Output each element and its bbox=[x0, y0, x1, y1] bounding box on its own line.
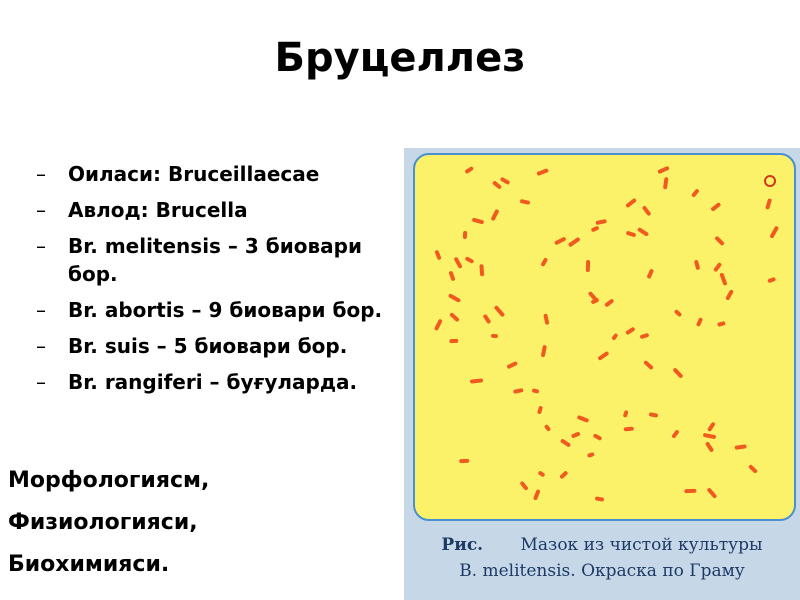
bullet-text: Авлод: Brucella bbox=[68, 198, 248, 222]
topic-biochemistry: Биохимияси. bbox=[8, 552, 170, 577]
bacterium-rod bbox=[748, 464, 758, 474]
bacterium-rod bbox=[691, 189, 700, 198]
bacterium-rod bbox=[765, 198, 772, 210]
bacterium-rod bbox=[706, 422, 715, 433]
bacterium-rod bbox=[492, 181, 502, 191]
bacterium-rod bbox=[448, 293, 461, 303]
bacterium-rod bbox=[657, 165, 670, 174]
bacterium-rod bbox=[646, 269, 654, 280]
bacterium-rod bbox=[705, 441, 714, 452]
bacterium-rod bbox=[537, 470, 545, 477]
bullet-text: Br. rangiferi – буғуларда. bbox=[68, 370, 358, 394]
bacterium-rod bbox=[769, 225, 779, 238]
bacterium-rod bbox=[597, 351, 609, 361]
bullet-item-abortis bbox=[36, 296, 396, 324]
bacterium-rod bbox=[586, 452, 594, 458]
gram-stain-smear-image bbox=[413, 153, 796, 521]
bacterium-rod bbox=[459, 458, 469, 463]
bacterium-rod bbox=[480, 264, 485, 276]
bacterium-rod bbox=[472, 218, 485, 225]
bacterium-rod bbox=[735, 444, 747, 450]
bacterium-rod bbox=[719, 272, 727, 285]
bacterium-rod bbox=[684, 489, 696, 493]
bacterium-rod bbox=[591, 226, 600, 233]
bacterium-rod bbox=[586, 260, 590, 272]
dash-marker: – bbox=[36, 298, 46, 322]
dash-marker: – bbox=[36, 198, 46, 222]
bullet-text: Br. suis – 5 биовари бор. bbox=[68, 334, 348, 358]
bullet-list bbox=[36, 160, 396, 404]
bacterium-rod bbox=[532, 388, 540, 394]
bacterium-rod bbox=[707, 488, 718, 499]
bullet-item-family bbox=[36, 160, 396, 188]
topic-physiology: Физиологияси, bbox=[8, 510, 198, 535]
bacterium-rod bbox=[449, 339, 458, 343]
caption-label: Рис. bbox=[441, 535, 484, 555]
bacterium-rod bbox=[622, 410, 628, 418]
bacterium-rod bbox=[663, 177, 669, 189]
bacterium-rod bbox=[624, 426, 634, 431]
bacterium-rod bbox=[491, 334, 498, 338]
bacterium-rod bbox=[596, 219, 607, 225]
bacterium-rod bbox=[434, 249, 441, 260]
bacterium-rod bbox=[672, 367, 683, 378]
bacterium-rod bbox=[540, 345, 546, 357]
bacterium-rod bbox=[642, 205, 652, 217]
bacterium-rod bbox=[470, 378, 483, 383]
bacterium-rod bbox=[725, 289, 734, 301]
bacterium-rod bbox=[710, 202, 721, 212]
bacterium-rod bbox=[463, 231, 467, 239]
topics-list bbox=[8, 460, 388, 586]
bacterium-rod bbox=[559, 470, 569, 479]
bacterium-rod bbox=[449, 271, 456, 282]
bacterium-rod bbox=[454, 257, 464, 270]
bacterium-rod bbox=[465, 166, 474, 174]
bacterium-rod bbox=[671, 430, 680, 440]
bacterium-rod bbox=[512, 388, 523, 394]
microscopy-figure bbox=[404, 148, 800, 600]
bacterium-rod bbox=[537, 405, 543, 414]
bacterium-rod bbox=[576, 414, 589, 422]
bacterium-rod bbox=[490, 209, 499, 221]
topic-morphology: Морфологиясм, bbox=[8, 468, 210, 493]
bacterium-rod bbox=[625, 198, 637, 209]
bullet-text: Оиласи: Bruceillaecae bbox=[68, 162, 320, 186]
bacterium-rod bbox=[543, 313, 549, 324]
dash-marker: – bbox=[36, 162, 46, 186]
dash-marker: – bbox=[36, 334, 46, 358]
bacterium-rod bbox=[465, 256, 475, 264]
bacterium-rod bbox=[520, 199, 531, 205]
bacterium-rod bbox=[717, 321, 726, 327]
bacterium-rod bbox=[604, 299, 615, 308]
bacterium-rod bbox=[537, 168, 549, 176]
slide-title: Бруцеллез bbox=[274, 35, 526, 81]
bacterium-rod bbox=[648, 412, 658, 418]
bacterium-rod bbox=[767, 277, 776, 283]
bacterium-rod bbox=[533, 489, 541, 501]
bacterium-rod bbox=[626, 230, 637, 237]
dash-marker: – bbox=[36, 234, 46, 258]
bacterium-rod bbox=[559, 438, 571, 447]
bacterium-rod bbox=[500, 177, 511, 186]
bullet-item-rangiferi bbox=[36, 368, 396, 396]
bacterium-rod bbox=[593, 433, 602, 441]
bacterium-rod bbox=[674, 309, 682, 317]
bacterium-rod bbox=[715, 236, 726, 247]
dash-marker: – bbox=[36, 370, 46, 394]
bacterium-rod bbox=[640, 333, 650, 339]
figure-caption bbox=[404, 532, 800, 584]
bacterium-rod bbox=[554, 236, 567, 245]
bacterium-rod bbox=[595, 496, 604, 501]
bacterium-rod bbox=[449, 312, 460, 322]
bacterium-rod bbox=[637, 227, 650, 237]
bullet-text: Br. abortis – 9 биовари бор. bbox=[68, 298, 383, 322]
bullet-text: Br. melitensis – 3 биовари бор. bbox=[68, 234, 362, 286]
caption-text: Мазок из чистой культуры bbox=[520, 535, 763, 555]
bacterium-rod bbox=[571, 431, 581, 438]
bacterium-rod bbox=[506, 361, 517, 369]
bacterium-rod bbox=[696, 317, 703, 327]
bacterium-rod bbox=[568, 236, 581, 247]
bacterium-rod bbox=[611, 333, 619, 341]
bacterium-rod bbox=[714, 262, 723, 272]
bacterium-rod bbox=[433, 319, 442, 332]
bacterium-rod bbox=[624, 326, 635, 335]
bacterium-rod bbox=[541, 257, 549, 267]
bacterium-rod bbox=[483, 314, 492, 324]
bullet-item-suis bbox=[36, 332, 396, 360]
bacterium-rod bbox=[493, 305, 504, 317]
marker-circle bbox=[764, 175, 776, 187]
bullet-item-genus bbox=[36, 196, 396, 224]
bullet-item-melitensis bbox=[36, 232, 396, 288]
bacterium-rod bbox=[519, 481, 529, 492]
bacterium-rod bbox=[702, 433, 715, 439]
caption-line2: B. melitensis. Окраска по Граму bbox=[459, 561, 745, 581]
bacterium-rod bbox=[544, 424, 552, 432]
bacterium-rod bbox=[693, 260, 699, 271]
bacterium-rod bbox=[643, 360, 654, 370]
